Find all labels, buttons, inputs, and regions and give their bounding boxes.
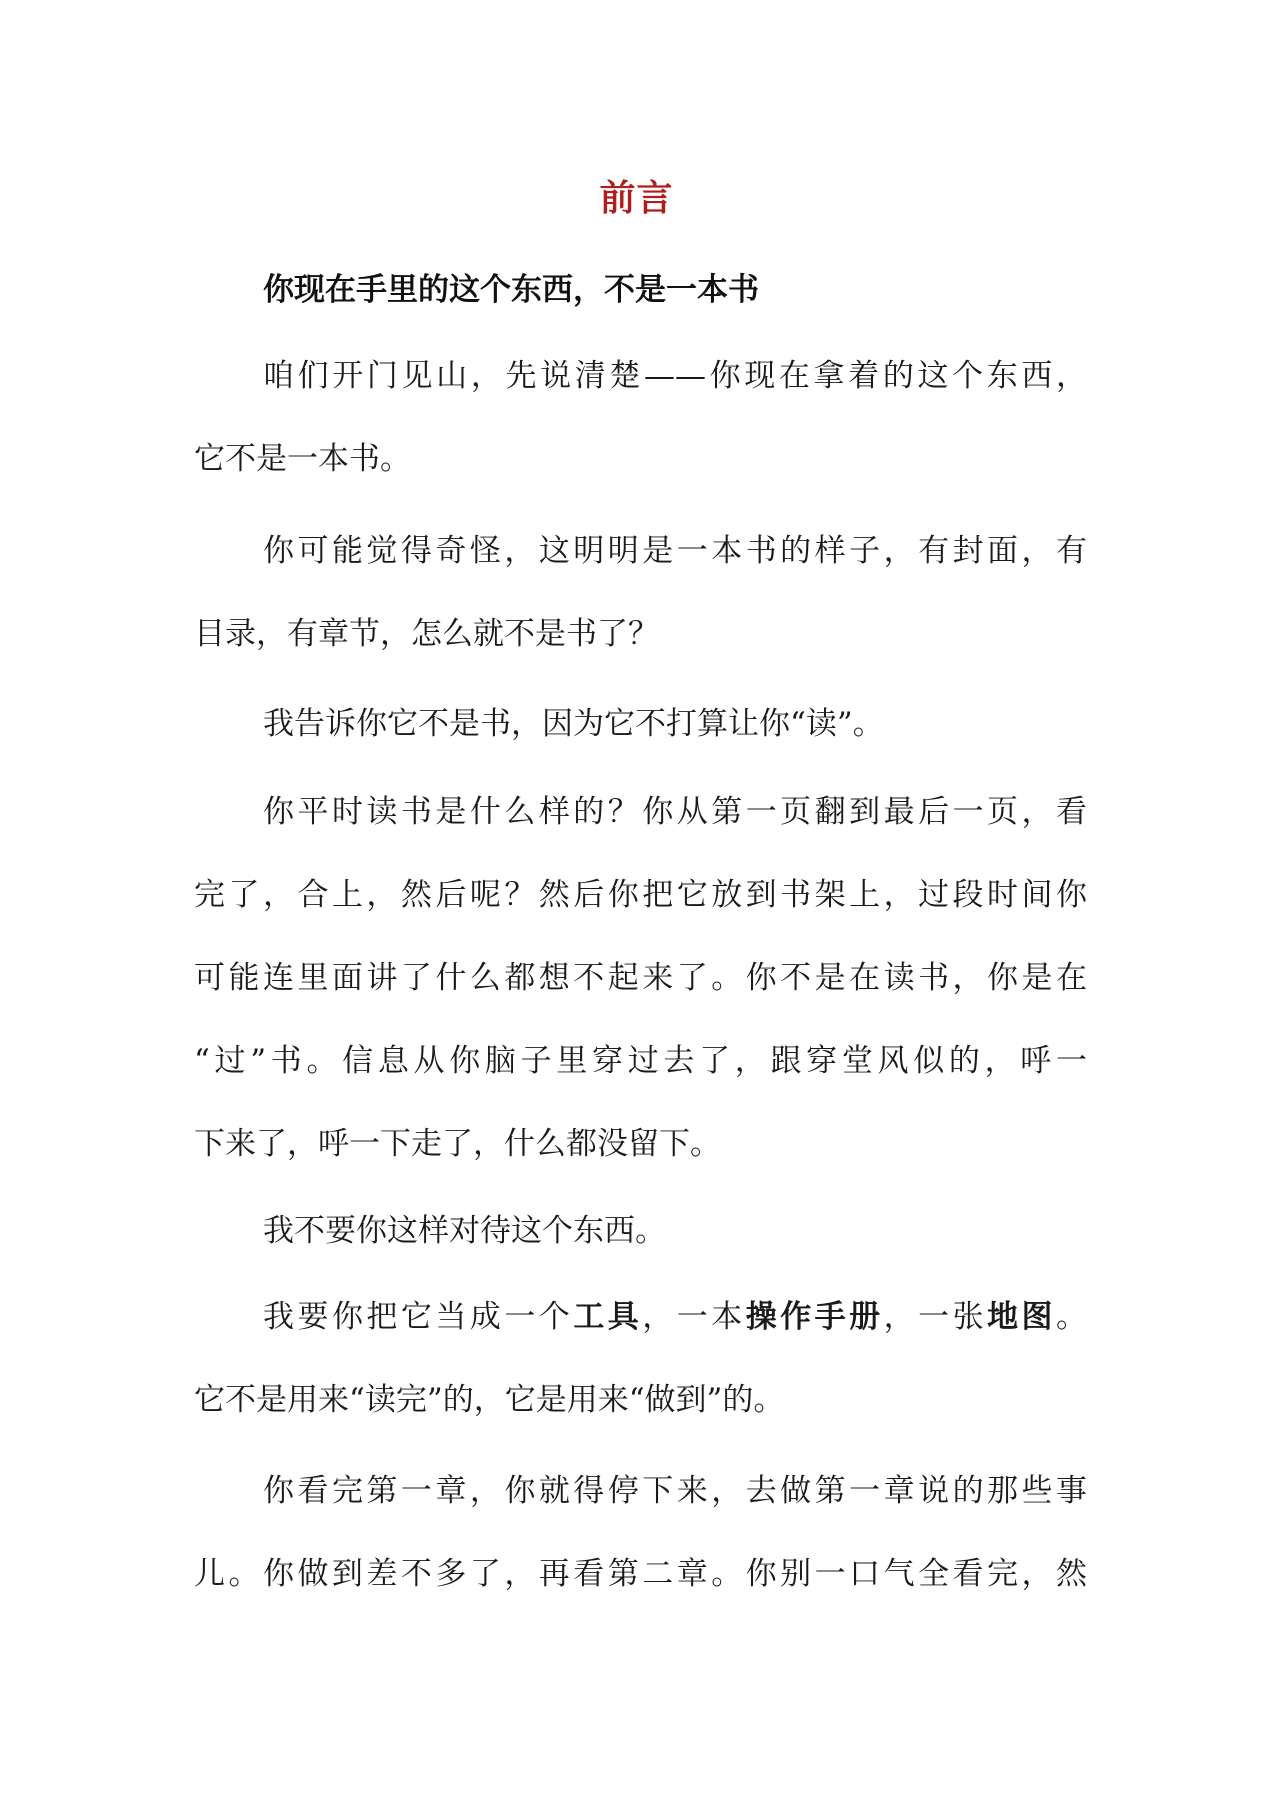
paragraph-line: 你平时读书是什么样的？你从第一页翻到最后一页，看 [263,794,1087,830]
paragraph [194,1450,1087,1616]
paragraph-line: 我告诉你它不是书，因为它不打算让你“读”。 [263,706,884,742]
paragraph-line: 它不是一本书。 [194,441,411,477]
paragraph [194,683,1087,766]
paragraph [194,510,1087,676]
emphasis-text: 操作手册 [745,1299,884,1335]
paragraph [194,1190,1087,1273]
paragraph-line: 完了，合上，然后呢？然后你把它放到书架上，过段时间你 [194,877,1087,913]
paragraph-line [194,1276,1087,1359]
paragraph-line: 下来了，呼一下走了，什么都没留下。 [194,1126,721,1162]
paragraph-line: 你可能觉得奇怪，这明明是一本书的样子，有封面，有 [263,533,1087,569]
paragraph [194,335,1087,501]
page-title: 前言 [599,177,674,219]
emphasis-text: 工具 [573,1299,643,1335]
paragraph-line: 你看完第一章，你就得停下来，去做第一章说的那些事 [263,1473,1087,1509]
text-run: 。 [1056,1299,1088,1335]
text-run: ，一张 [883,1299,988,1335]
emphasis-text: 地图 [987,1299,1057,1335]
text-run: 我要你把它当成一个 [263,1299,574,1335]
paragraph-line: “过”书。信息从你脑子里穿过去了，跟穿堂风似的，呼一 [194,1043,1087,1079]
paragraph-line: 咱们开门见山，先说清楚——你现在拿着的这个东西， [263,358,1087,394]
text-run: ，一本 [642,1299,746,1335]
paragraph-line: 它不是用来“读完”的，它是用来“做到”的。 [194,1382,785,1418]
paragraph-line: 我不要你这样对待这个东西。 [263,1213,666,1249]
paragraph-line: 目录，有章节，怎么就不是书了？ [194,616,659,652]
paragraph [194,771,1087,1186]
paragraph-line: 儿。你做到差不多了，再看第二章。你别一口气全看完，然 [194,1556,1087,1592]
paragraph-line: 可能连里面讲了什么都想不起来了。你不是在读书，你是在 [194,960,1087,996]
paragraph [194,1276,1087,1442]
section-heading: 你现在手里的这个东西，不是一本书 [263,272,759,308]
